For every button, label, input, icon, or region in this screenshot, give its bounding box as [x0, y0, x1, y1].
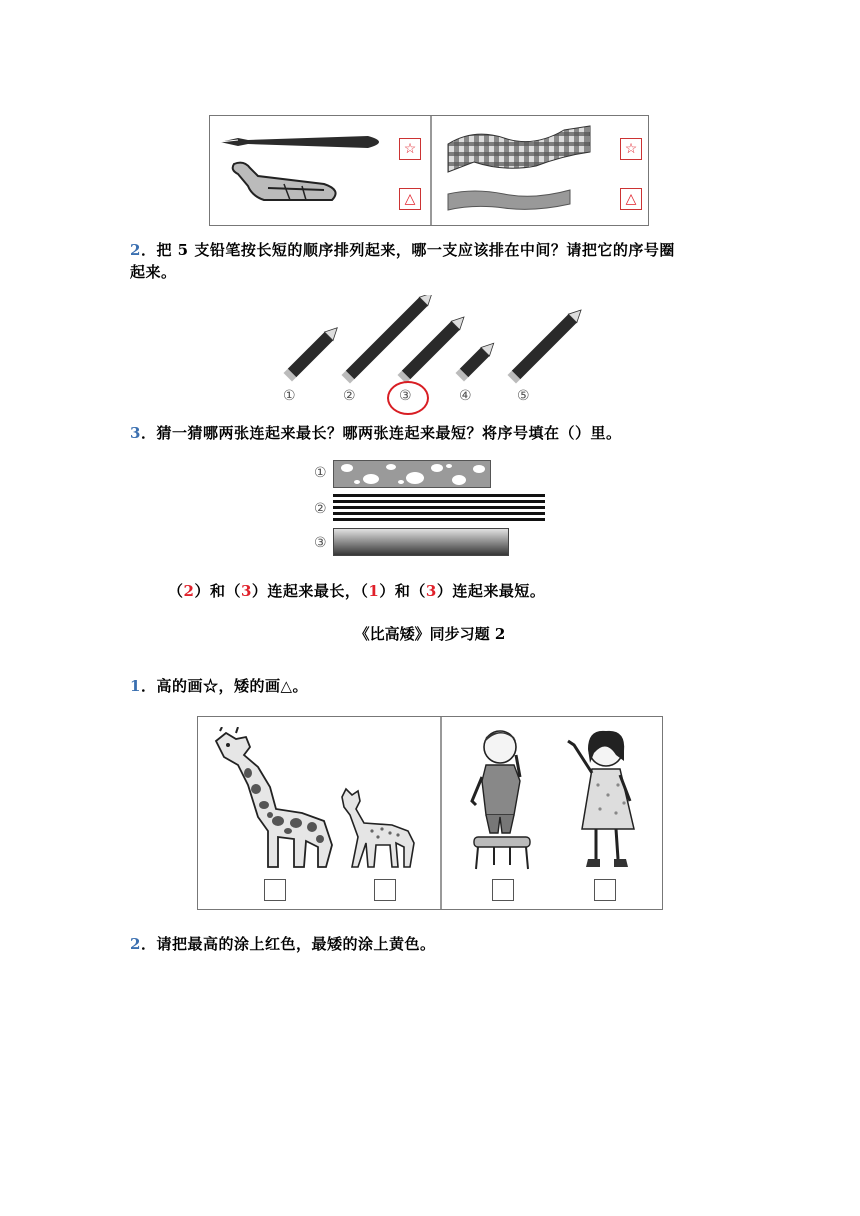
- pencils-illustration: [280, 295, 590, 385]
- question-body: ．把 5 支铅笔按长短的顺序排列起来，哪一支应该排在中间？请把它的序号圈: [140, 241, 675, 259]
- answer-value: 1: [368, 582, 380, 600]
- deer-image: [336, 783, 420, 869]
- triangle-mark-box: △: [399, 188, 421, 210]
- girl-image: [564, 725, 656, 875]
- question-body: ．猜一猜哪两张连起来最长？哪两张连起来最短？将序号填在（）里。: [140, 424, 622, 442]
- comparison-frame-height: [197, 716, 663, 910]
- answer-text: （: [168, 582, 184, 600]
- triangle-mark-box: △: [620, 188, 642, 210]
- answer-text: ）和（: [379, 582, 426, 600]
- dotted-strip-1: [333, 460, 491, 488]
- pencil-label-5: ⑤: [517, 388, 530, 404]
- question-2-text: [130, 239, 750, 283]
- section2-question-1-text: [130, 675, 730, 697]
- pencil-label-2: ②: [343, 388, 356, 404]
- deer-answer-box[interactable]: [374, 879, 396, 901]
- frame-divider: [430, 116, 432, 225]
- scarf-short-image: [444, 186, 574, 216]
- pencil-5: [508, 306, 586, 384]
- answer-text: ）连起来最短。: [436, 582, 546, 600]
- answer-value: 3: [240, 582, 252, 600]
- checkered-scarf-long-image: [444, 122, 594, 176]
- strip-label-1: ①: [314, 465, 327, 481]
- section-title: 《比高矮》同步习题 2: [354, 625, 506, 643]
- answer-value: 3: [425, 582, 437, 600]
- answer-text: ）连起来最长，（: [251, 582, 369, 600]
- fountain-pen-short-image: [224, 160, 344, 210]
- question-number: 2: [130, 935, 141, 953]
- pencil-4: [456, 339, 498, 381]
- answer-text: ）和（: [194, 582, 241, 600]
- giraffe-answer-box[interactable]: [264, 879, 286, 901]
- comparison-frame-pens-scarves: [209, 115, 649, 226]
- girl-answer-box[interactable]: [594, 879, 616, 901]
- frame-divider: [440, 717, 442, 909]
- answer-circle: [387, 381, 429, 415]
- pencil-2: [342, 295, 437, 383]
- pencil-label-4: ④: [459, 388, 472, 404]
- pencil-1: [284, 324, 342, 382]
- boy-on-stool-image: [464, 725, 540, 873]
- question-body: ．高的画☆，矮的画△。: [140, 677, 308, 695]
- giraffe-image: [206, 727, 338, 869]
- strip-label-2: ②: [314, 501, 327, 517]
- question-body: ．请把最高的涂上红色，最矮的涂上黄色。: [140, 935, 436, 953]
- gradient-strip-3: [333, 528, 509, 556]
- star-mark-box: ☆: [399, 138, 421, 160]
- pencil-label-1: ①: [283, 388, 296, 404]
- section2-question-2-text: [130, 933, 730, 955]
- question-3-text: [130, 422, 770, 444]
- answer-value: 2: [183, 582, 195, 600]
- strip-label-3: ③: [314, 535, 327, 551]
- question-number: 3: [130, 424, 141, 442]
- question-3-answer: [168, 580, 688, 602]
- question-number: 1: [130, 677, 141, 695]
- boy-answer-box[interactable]: [492, 879, 514, 901]
- question-number: 2: [130, 241, 141, 259]
- star-mark-box: ☆: [620, 138, 642, 160]
- question-body-line2: 起来。: [130, 263, 177, 281]
- fountain-pen-long-image: [218, 130, 388, 154]
- pencil-label-3: ③: [399, 388, 412, 404]
- lined-strip-2: [333, 494, 545, 524]
